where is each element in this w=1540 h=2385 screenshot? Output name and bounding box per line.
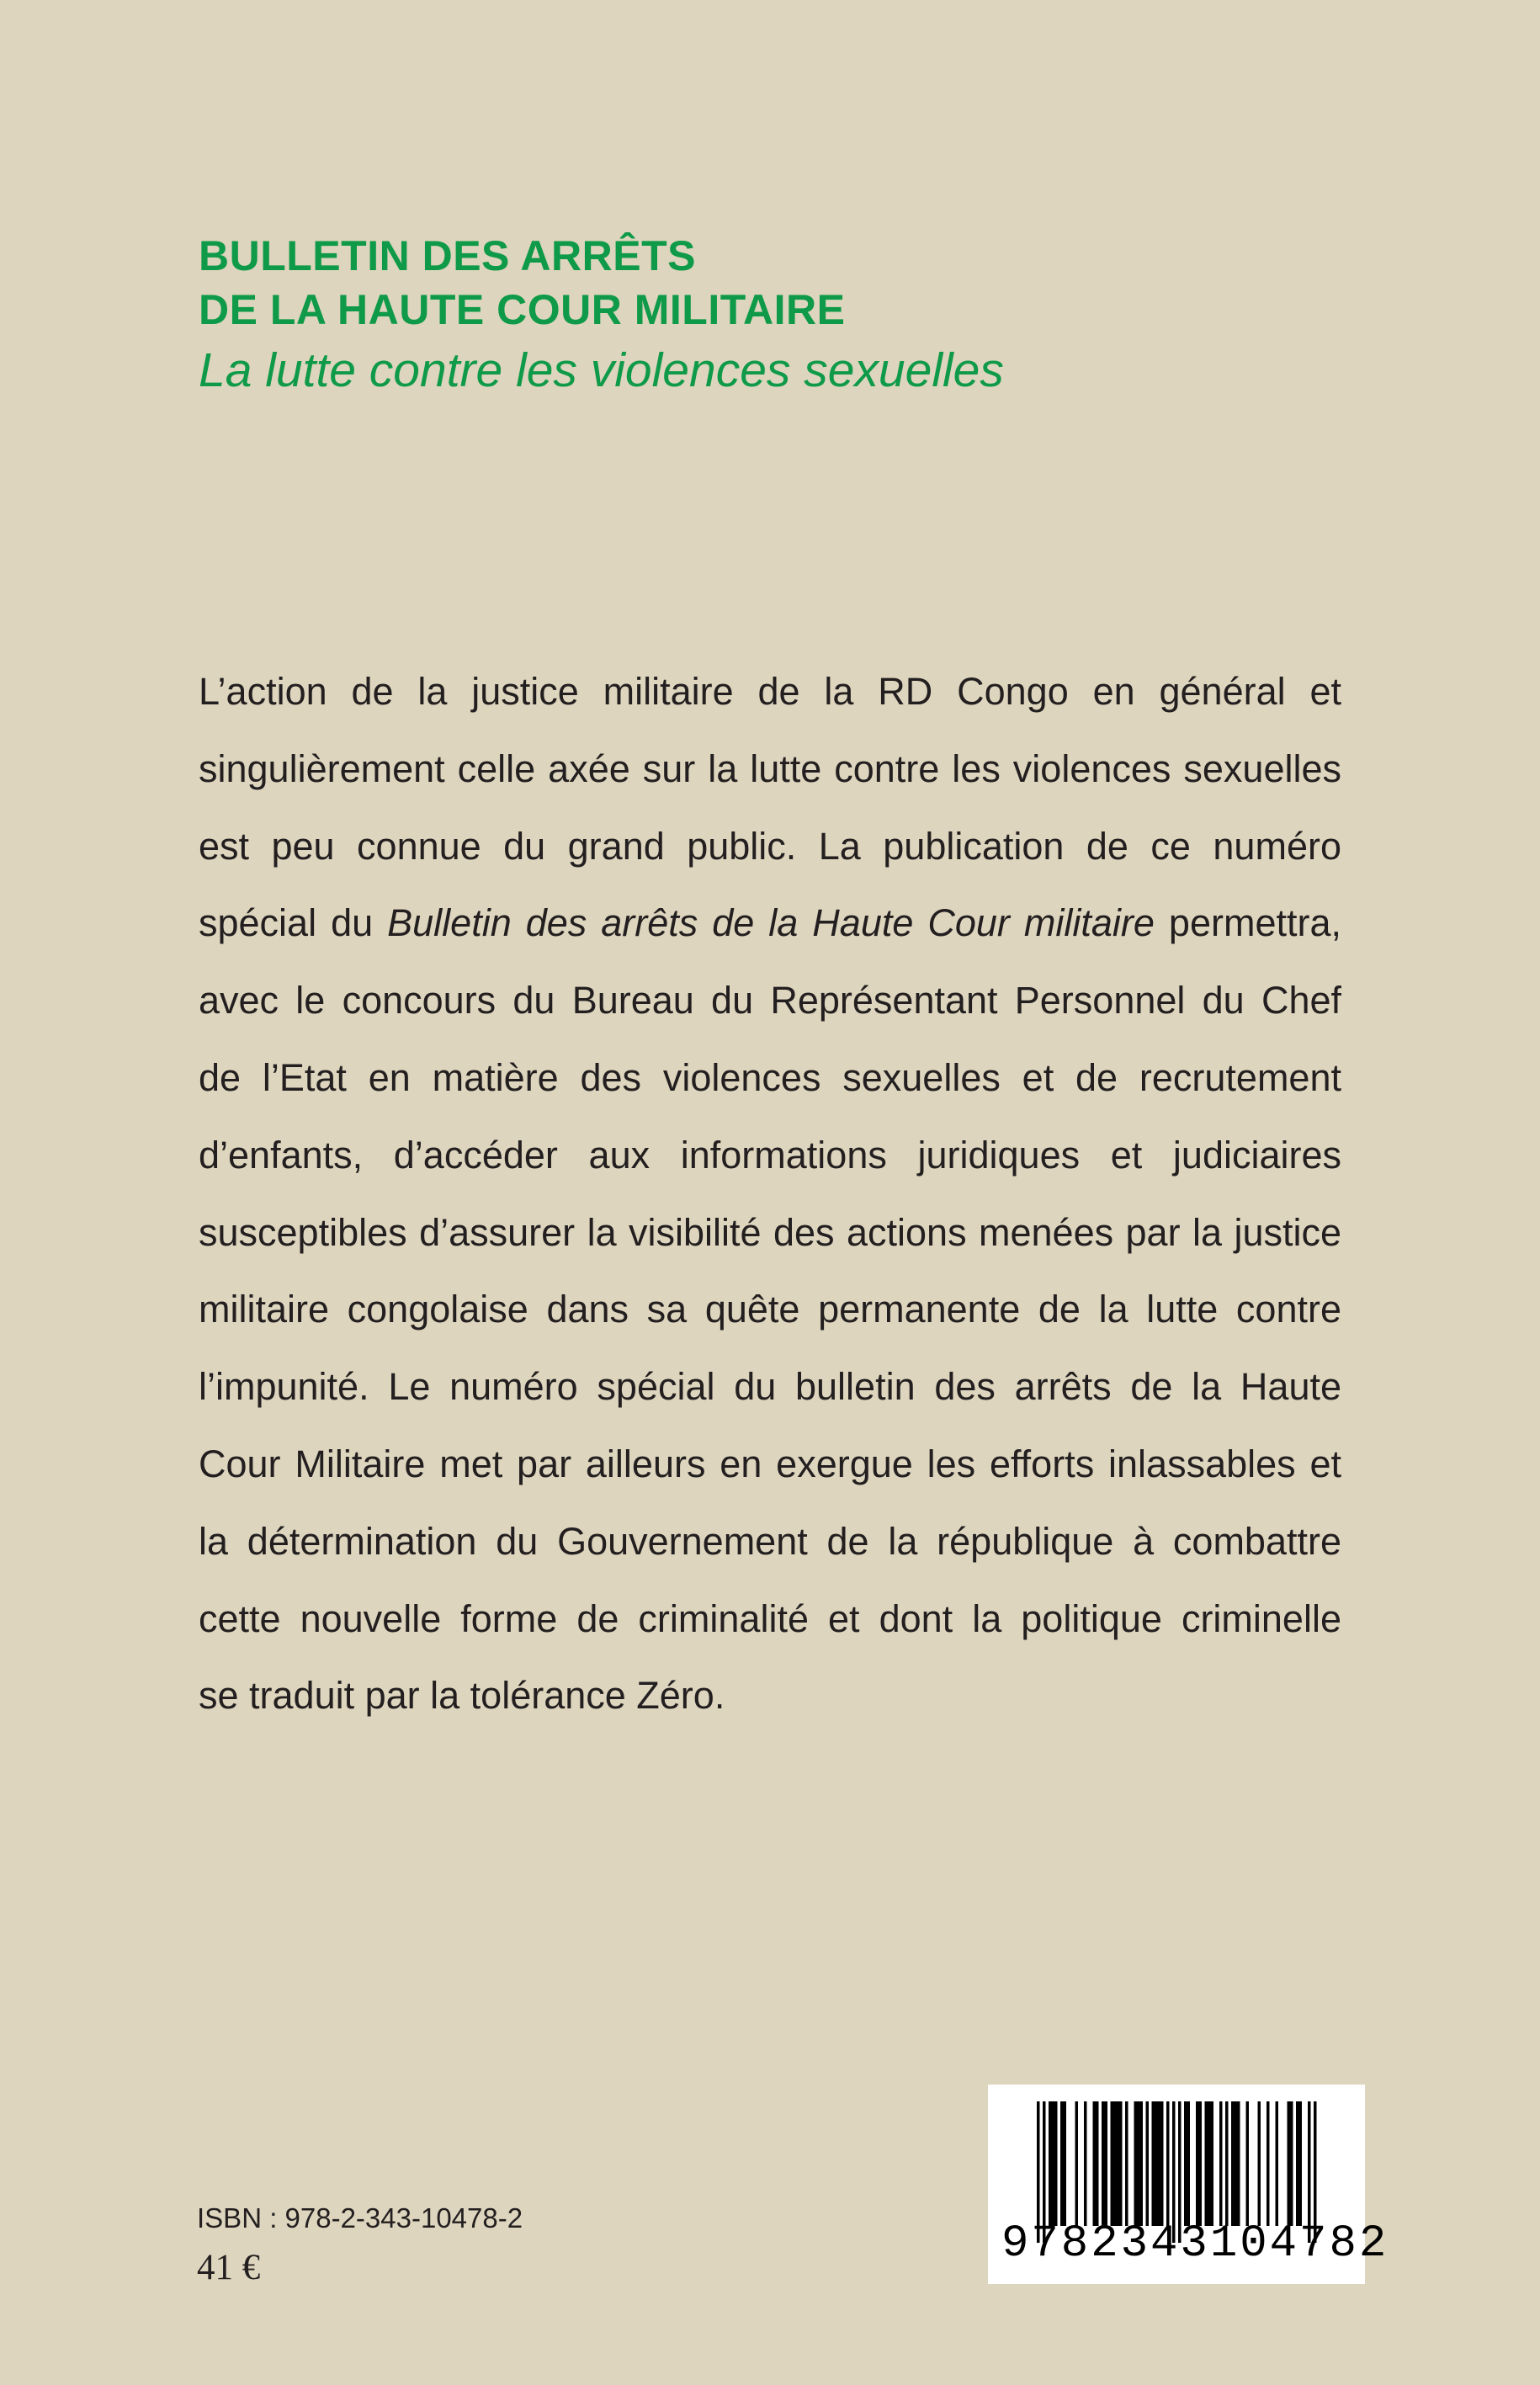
blurb-line: se traduit par la tolérance Zéro. [199, 1674, 725, 1718]
barcode-bar [1258, 2101, 1261, 2226]
barcode-bar [1290, 2101, 1293, 2226]
barcode-bar [1158, 2101, 1161, 2226]
title-block [199, 229, 1377, 404]
barcode-bar [1160, 2101, 1164, 2226]
barcode-bar [1267, 2101, 1270, 2226]
barcode-bar [1235, 2101, 1238, 2226]
barcode-bar [1054, 2101, 1058, 2226]
blurb-line: Cour Militaire met par ailleurs en exergue les efforts inlassables et [199, 1442, 1341, 1485]
barcode-bar [1166, 2101, 1170, 2226]
barcode-bar [1231, 2101, 1235, 2226]
barcode-bar [1102, 2101, 1105, 2226]
blurb-line: susceptibles d’assurer la visibilité des actions menées par la justice [199, 1210, 1341, 1254]
barcode-bar [1105, 2101, 1108, 2226]
barcode-bar [1199, 2101, 1203, 2226]
barcode-bar [1225, 2101, 1229, 2226]
barcode-bar [1075, 2101, 1079, 2226]
barcode-bar [1208, 2101, 1211, 2226]
barcode-bar [1111, 2101, 1114, 2226]
blurb-line: cette nouvelle forme de criminalité et dont la politique criminelle [199, 1596, 1341, 1640]
blurb-line: avec le concours du Bureau du Représentant Personnel du Chef [199, 979, 1341, 1023]
barcode-bar [1299, 2101, 1303, 2226]
barcode-bar [1093, 2101, 1097, 2226]
barcode-bar [1140, 2101, 1144, 2226]
barcode [988, 2085, 1389, 2284]
title-line-2: DE LA HAUTE COUR MILITAIRE [199, 286, 846, 333]
barcode-bar [1049, 2101, 1052, 2226]
blurb-line: est peu connue du grand public. La publication de ce numéro [199, 824, 1341, 868]
barcode-bar [1084, 2101, 1087, 2226]
subtitle: La lutte contre les violences sexuelles [199, 343, 1004, 397]
barcode-bar [1119, 2101, 1123, 2226]
barcode-bar [1211, 2101, 1214, 2226]
barcode-bar [1134, 2101, 1138, 2226]
blurb-line: la détermination du Gouvernement de la république à combattre [199, 1519, 1341, 1563]
barcode-bar [1187, 2101, 1191, 2226]
blurb-line-prefix: spécial du [199, 901, 374, 945]
blurb-line-suffix: permettra, [1168, 901, 1341, 945]
blurb-line-mixed [199, 884, 1341, 962]
blurb-line: d’enfants, d’accéder aux informations juridiques et judiciaires [199, 1133, 1341, 1177]
barcode-bar [1237, 2101, 1240, 2226]
barcode-bar [1137, 2101, 1140, 2226]
barcode-bar [1152, 2101, 1155, 2226]
barcode-bar [1117, 2101, 1120, 2226]
bulletin-title-italic: Bulletin des arrêts de la Haute Cour militaire [387, 901, 1155, 945]
price: 41 € [197, 2248, 261, 2287]
barcode-bar [1096, 2101, 1099, 2226]
barcode-bar [1296, 2101, 1299, 2226]
barcode-bar [1205, 2101, 1208, 2226]
barcode-bar [1219, 2101, 1223, 2226]
barcode-bar [1064, 2101, 1067, 2226]
blurb-line: singulièrement celle axée sur la lutte contre les violences sexuelles [199, 746, 1341, 790]
barcode-bar [1276, 2101, 1279, 2226]
blurb-line: militaire congolaise dans sa quête permanente de la lutte contre [199, 1288, 1341, 1331]
blurb-line: L’action de la justice militaire de la RD Congo en général et [199, 670, 1341, 713]
barcode-digits: 9782343104782 [1001, 2218, 1389, 2270]
blurb-paragraph [199, 653, 1341, 1734]
barcode-bar [1155, 2101, 1158, 2226]
barcode-bar [1146, 2101, 1150, 2226]
barcode-bar [1113, 2101, 1117, 2226]
barcode-bar [1184, 2101, 1187, 2226]
barcode-bar [1052, 2101, 1055, 2226]
barcode-bar [1060, 2101, 1064, 2226]
title-line-1: BULLETIN DES ARRÊTS [199, 232, 696, 279]
barcode-bar [1246, 2101, 1250, 2226]
isbn: ISBN : 978-2-343-10478-2 [197, 2202, 523, 2234]
barcode-bar [1288, 2101, 1291, 2226]
barcode-bar [1196, 2101, 1199, 2226]
barcode-bar [1125, 2101, 1128, 2226]
blurb-line: l’impunité. Le numéro spécial du bulletin des arrêts de la Haute [199, 1365, 1341, 1409]
blurb-line: de l’Etat en matière des violences sexuelles et de recrutement [199, 1055, 1341, 1099]
